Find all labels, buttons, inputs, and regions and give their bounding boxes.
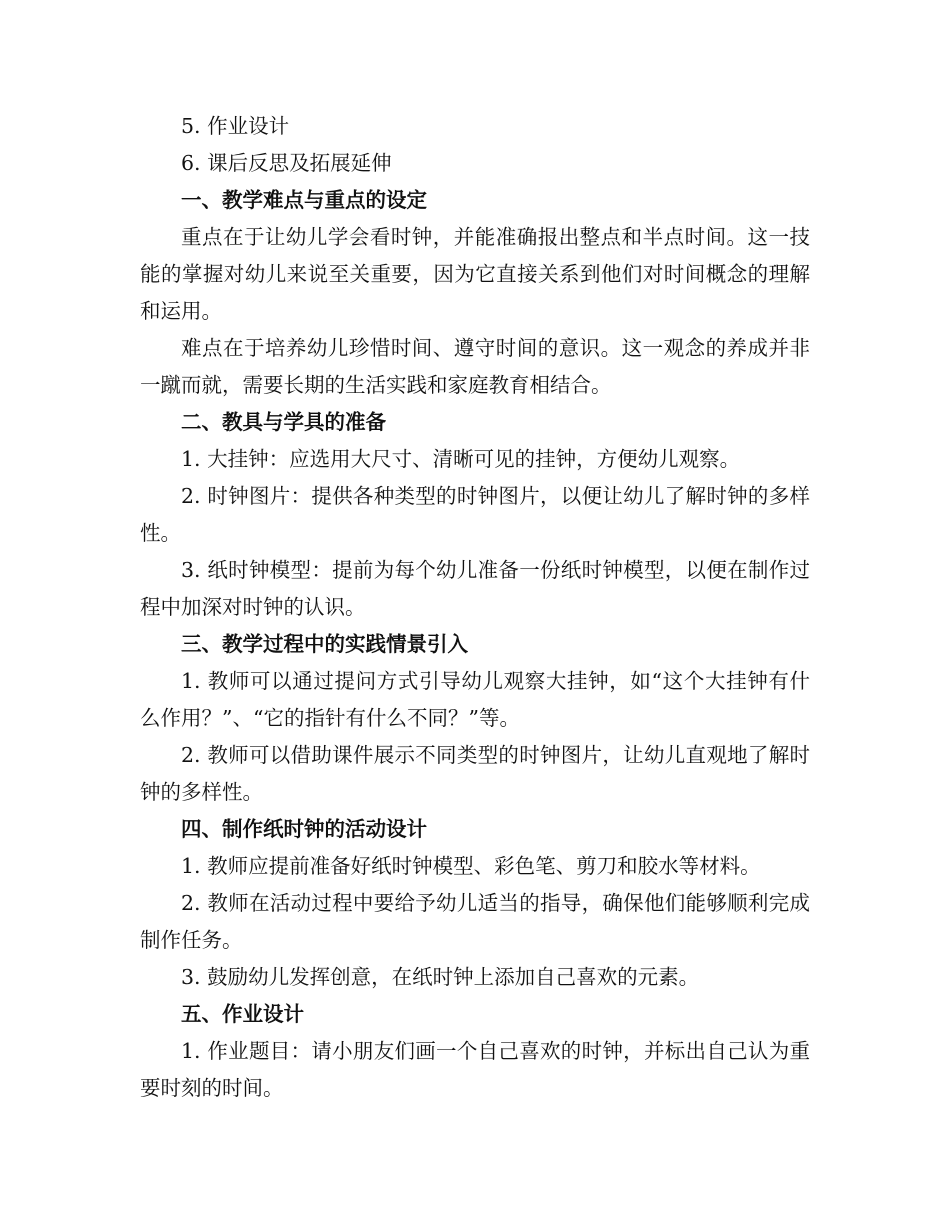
list-item: 2. 教师在活动过程中要给予幼儿适当的指导，确保他们能够顺利完成制作任务。 [140,891,810,952]
body-paragraph: 难点在于培养幼儿珍惜时间、遵守时间的意识。这一观念的养成并非一蹴而就，需要长期的生活实践和家庭教育相结合。 [140,336,810,397]
list-item: 3. 鼓励幼儿发挥创意，在纸时钟上添加自己喜欢的元素。 [181,965,700,989]
section-heading: 一、教学难点与重点的设定 [181,188,427,212]
list-item: 1. 大挂钟：应选用大尺寸、清晰可见的挂钟，方便幼儿观察。 [181,447,741,471]
section-heading: 三、教学过程中的实践情景引入 [181,632,468,656]
list-item: 1. 教师可以通过提问方式引导幼儿观察大挂钟，如“这个大挂钟有什么作用？”、“它的指针有什么不同？”等。 [140,669,810,730]
section-heading: 二、教具与学具的准备 [181,410,386,434]
list-item: 6. 课后反思及拓展延伸 [181,151,392,175]
list-item: 2. 教师可以借助课件展示不同类型的时钟图片，让幼儿直观地了解时钟的多样性。 [140,743,810,804]
list-item: 1. 教师应提前准备好纸时钟模型、彩色笔、剪刀和胶水等材料。 [181,854,761,878]
list-item: 3. 纸时钟模型：提前为每个幼儿准备一份纸时钟模型，以便在制作过程中加深对时钟的认识。 [140,558,810,619]
list-item: 5. 作业设计 [181,114,290,138]
section-heading: 五、作业设计 [181,1002,304,1026]
list-item: 1. 作业题目：请小朋友们画一个自己喜欢的时钟，并标出自己认为重要时刻的时间。 [140,1039,810,1100]
list-item: 2. 时钟图片：提供各种类型的时钟图片，以便让幼儿了解时钟的多样性。 [140,484,810,545]
body-paragraph: 重点在于让幼儿学会看时钟，并能准确报出整点和半点时间。这一技能的掌握对幼儿来说至关重要，因为它直接关系到他们对时间概念的理解和运用。 [140,225,810,323]
section-heading: 四、制作纸时钟的活动设计 [181,817,427,841]
